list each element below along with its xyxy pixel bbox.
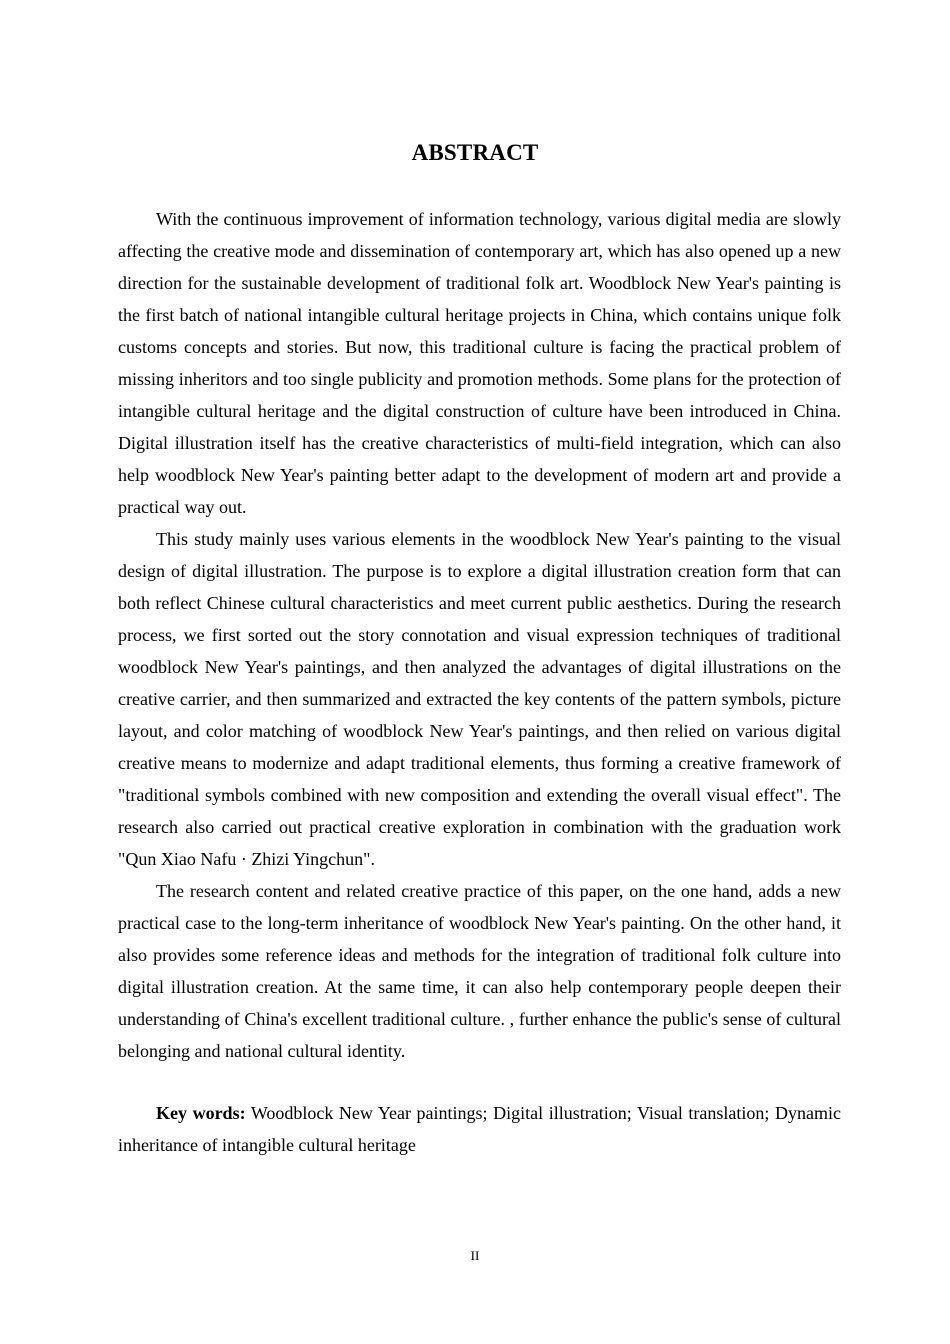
abstract-paragraph-3: The research content and related creative practice of this paper, on the one hand, adds a new practical case to the long-term inheritance of woodblock New Year's painting. On the other hand, it also provides some reference ideas and methods for the integration of traditional folk culture into digital illustration creation. At the same time, it can also help contemporary people deepen their understanding of China's excellent traditional culture. , further enhance the public's sense of cultural belonging and national cultural identity. xyxy=(118,881,841,1061)
abstract-paragraph-2: This study mainly uses various elements in the woodblock New Year's painting to the visual design of digital illustration. The purpose is to explore a digital illustration creation form that can both reflect Chinese cultural characteristics and meet current public aesthetics. During the research process, we first sorted out the story connotation and visual expression techniques of traditional woodblock New Year's paintings, and then analyzed the advantages of digital illustrations on the creative carrier, and then summarized and extracted the key contents of the pattern symbols, picture layout, and color matching of woodblock New Year's paintings, and then relied on various digital creative means to modernize and adapt traditional elements, thus forming a creative framework of "traditional symbols combined with new composition and extending the overall visual effect". The research also carried out practical creative exploration in combination with the graduation work "Qun Xiao Nafu · Zhizi Yingchun". xyxy=(118,529,841,869)
abstract-body xyxy=(118,203,841,1067)
abstract-title: ABSTRACT xyxy=(411,140,539,165)
keywords-text: Woodblock New Year paintings; Digital illustration; Visual translation; Dynamic inheritance of intangible cultural heritage xyxy=(118,1103,841,1155)
abstract-paragraph-1: With the continuous improvement of information technology, various digital media are slowly affecting the creative mode and dissemination of contemporary art, which has also opened up a new direction for the sustainable development of traditional folk art. Woodblock New Year's painting is the first batch of national intangible cultural heritage projects in China, which contains unique folk customs concepts and stories. But now, this traditional culture is facing the practical problem of missing inheritors and too single publicity and promotion methods. Some plans for the protection of intangible cultural heritage and the digital construction of culture have been introduced in China. Digital illustration itself has the creative characteristics of multi-field integration, which can also help woodblock New Year's painting better adapt to the development of modern art and provide a practical way out. xyxy=(118,209,841,517)
keywords-label: Key words: xyxy=(156,1103,246,1123)
keywords-line xyxy=(118,1097,841,1161)
page-number: II xyxy=(470,1248,480,1263)
